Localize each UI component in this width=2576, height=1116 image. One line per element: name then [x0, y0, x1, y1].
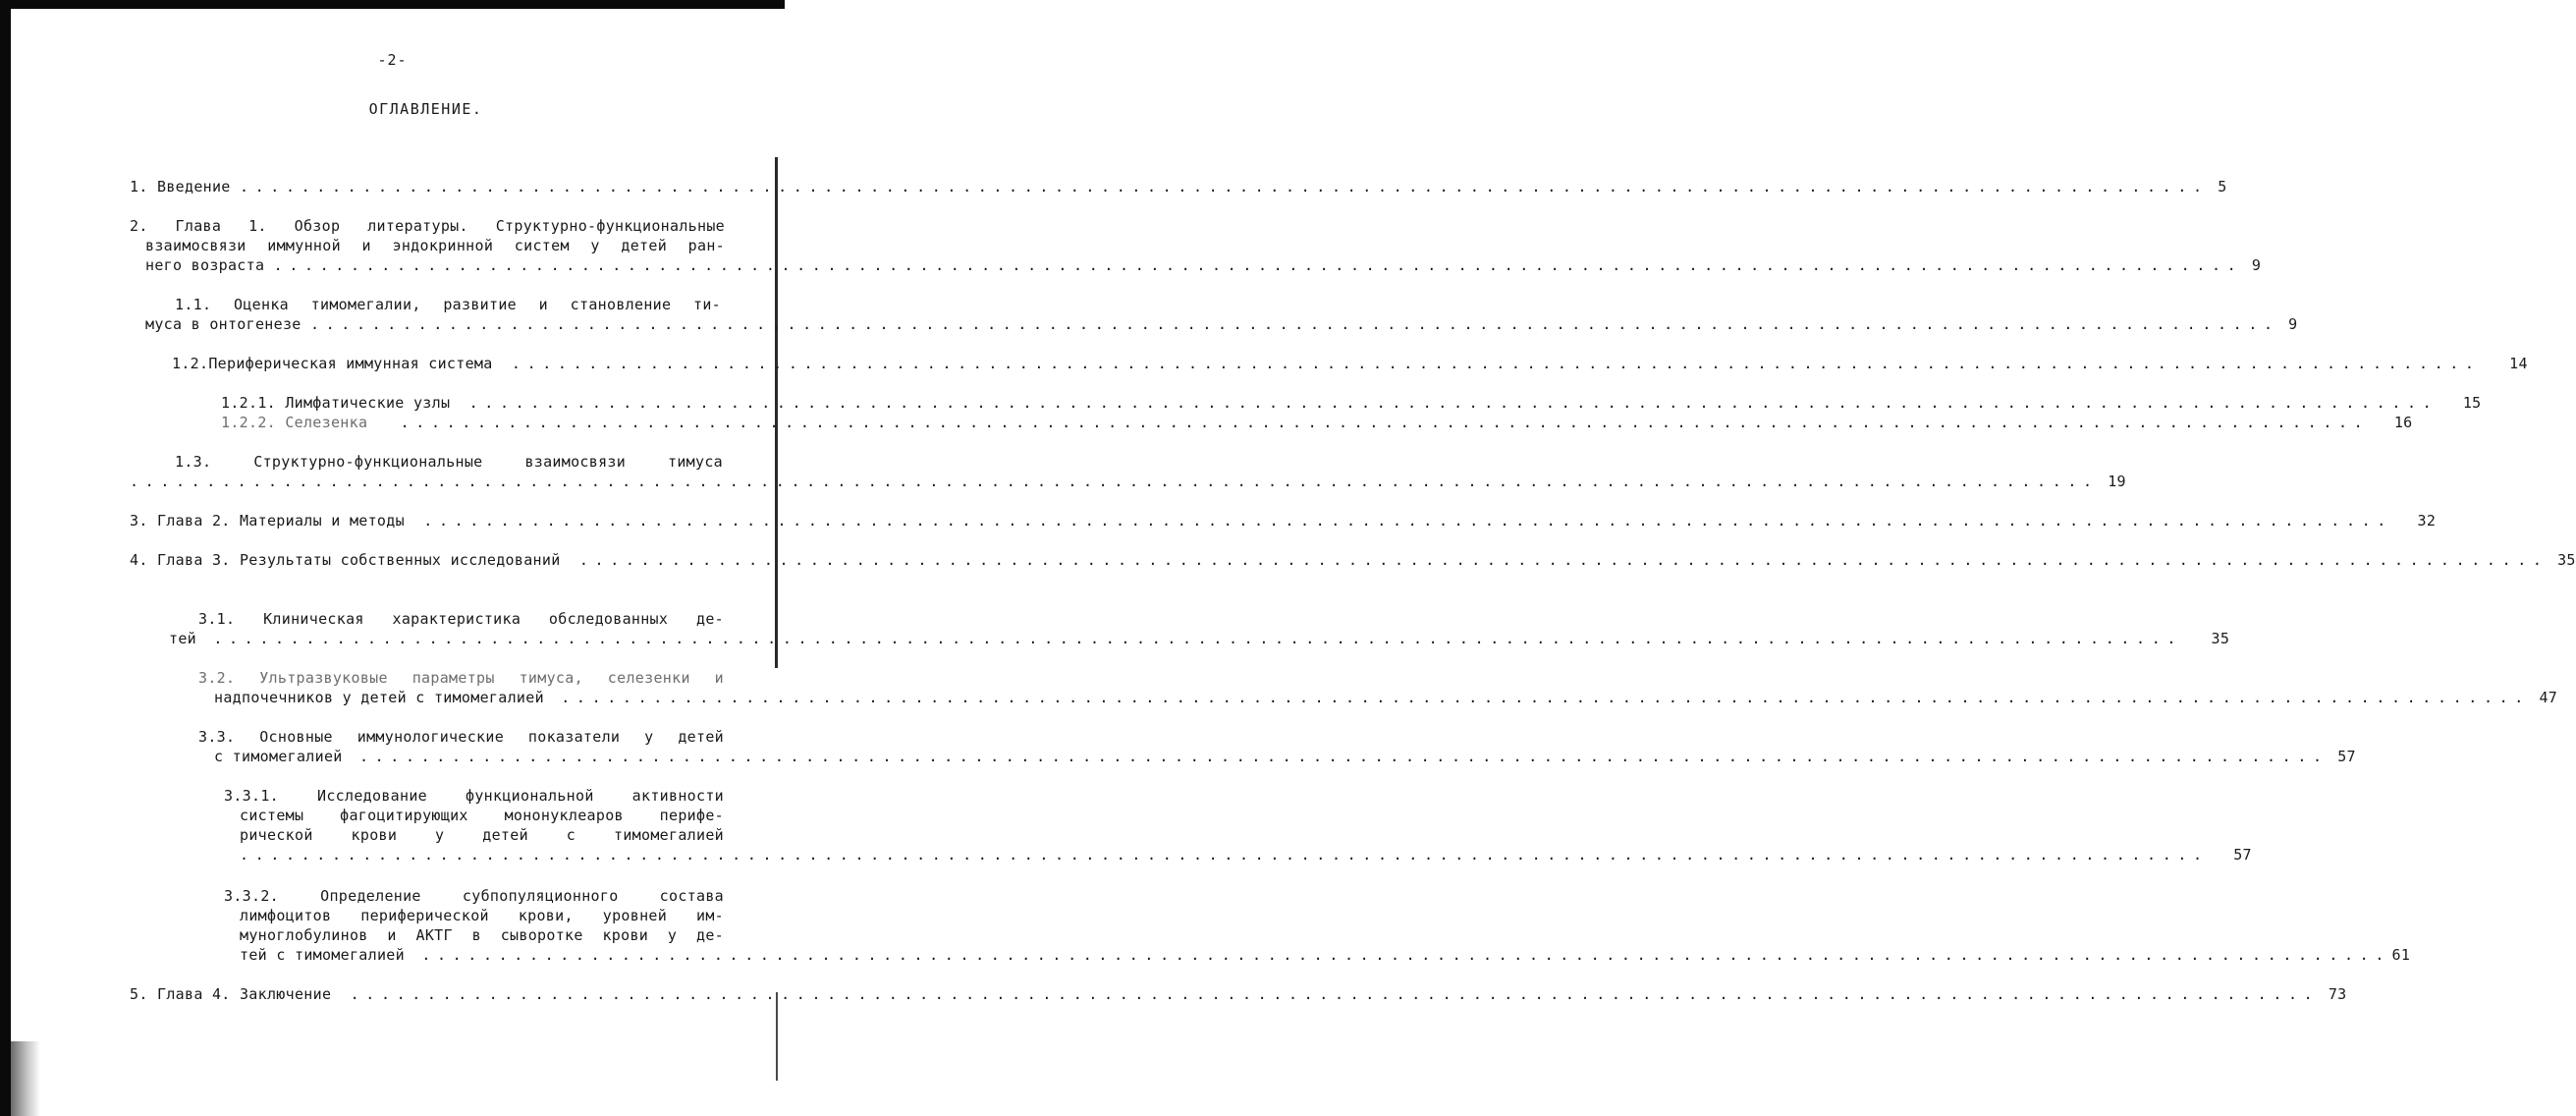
- toc-entry-chapter-4[interactable]: [130, 984, 2347, 1004]
- toc-leader: [274, 256, 2235, 274]
- toc-entry-chapter-1[interactable]: [130, 216, 725, 236]
- toc-entry-section-3-1-cont: [169, 629, 2230, 648]
- scan-corner-shadow: [11, 1041, 40, 1116]
- toc-page-number: 19: [2108, 473, 2126, 490]
- toc-entry-text: тей: [169, 630, 196, 647]
- toc-leader: [460, 394, 2431, 412]
- toc-entry-section-1-1-cont: [145, 314, 2298, 334]
- toc-leader: [310, 315, 2272, 333]
- toc-entry-intro[interactable]: [130, 177, 2227, 196]
- toc-entry-section-3-3[interactable]: [198, 727, 724, 747]
- scan-edge-right: [775, 157, 778, 668]
- toc-entry-section-3-3-2-cont: [240, 906, 2411, 965]
- toc-entry-text: тей с тимомегалией: [240, 946, 405, 964]
- scan-edge-top: [0, 0, 785, 9]
- toc-entry-line: 3.3.1. Исследование функциональной активности: [224, 787, 724, 805]
- toc-leader: [570, 551, 2541, 569]
- toc-entry-section-3-3-2[interactable]: [224, 886, 724, 906]
- toc-entry-section-1-2-1[interactable]: [221, 393, 2482, 413]
- toc-entry-text: 1.2.Периферическая иммунная система: [172, 355, 493, 372]
- toc-entry-line: рической крови у детей с тимомегалией: [240, 826, 724, 844]
- toc-entry-text: 3. Глава 2. Материалы и методы: [130, 512, 405, 530]
- toc-entry-line: 3.2. Ультразвуковые параметры тимуса, селезенки и: [198, 669, 724, 687]
- toc-entry-text: 1.2.1. Лимфатические узлы: [221, 394, 451, 412]
- toc-leader: [341, 985, 2312, 1003]
- page-number: -2-: [377, 51, 408, 69]
- toc-entry-line: 1.1. Оценка тимомегалии, развитие и становление ти-: [175, 296, 721, 313]
- toc-leader: [130, 473, 2091, 490]
- toc-leader: [240, 178, 2201, 195]
- toc-entry-line: 3.3. Основные иммунологические показатели у детей: [198, 728, 724, 746]
- toc-entry-text: 4. Глава 3. Результаты собственных исследований: [130, 551, 561, 569]
- toc-leader: [413, 946, 2383, 964]
- toc-page-number: 5: [2218, 178, 2227, 195]
- toc-page-number: 61: [2391, 946, 2411, 964]
- toc-entry-section-3-1[interactable]: [198, 609, 724, 629]
- toc-entry-text: 1.2.2. Селезенка: [221, 414, 368, 431]
- toc-entry-line: 3.1. Клиническая характеристика обследованных де-: [198, 610, 724, 628]
- toc-page-number: 14: [2509, 355, 2528, 372]
- toc-leader: [553, 689, 2522, 706]
- toc-entry-chapter-3[interactable]: [130, 550, 2576, 570]
- toc-leader: [377, 414, 2362, 431]
- toc-leader: [205, 630, 2174, 647]
- toc-entry-text: надпочечников у детей с тимомегалией: [214, 689, 544, 706]
- toc-page-number: 16: [2393, 414, 2413, 431]
- toc-page-number: 73: [2328, 985, 2347, 1003]
- toc-entry-text: муса в онтогенезе: [145, 315, 301, 333]
- toc-entry-section-3-3-1[interactable]: [224, 786, 724, 806]
- toc-entry-text: 1. Введение: [130, 178, 231, 195]
- toc-entry-section-1-1[interactable]: [175, 295, 721, 314]
- toc-entry-line: взаимосвязи иммунной и эндокринной систем у детей ран-: [145, 237, 725, 254]
- toc-page-number: 35: [2211, 630, 2230, 647]
- toc-entry-section-3-3-cont: [214, 747, 2356, 766]
- toc-entry-line: 3.3.2. Определение субпопуляционного состава: [224, 887, 724, 905]
- toc-page-number: 15: [2462, 394, 2482, 412]
- scan-edge-right-lower: [776, 992, 778, 1081]
- toc-leader: [413, 512, 2384, 530]
- scan-edge-left: [0, 0, 11, 1116]
- toc-entry-line: 1.3. Структурно-функциональные взаимосвязи тимуса: [175, 453, 723, 471]
- toc-entry-chapter-1-cont: [145, 236, 2262, 275]
- toc-entry-line: лимфоцитов периферической крови, уровней им-: [240, 907, 724, 924]
- toc-leader: [352, 748, 2321, 765]
- toc-entry-section-1-2-2[interactable]: [221, 413, 2413, 432]
- toc-page-number: 32: [2417, 512, 2437, 530]
- toc-entry-text: с тимомегалией: [214, 748, 343, 765]
- toc-entry-section-1-3-cont: [130, 472, 2126, 491]
- toc-leader: [240, 846, 2201, 864]
- toc-leader: [502, 355, 2473, 372]
- page-title: ОГЛАВЛЕНИЕ.: [368, 100, 483, 118]
- toc-page-number: 57: [2337, 748, 2356, 765]
- toc-page-number: 9: [2251, 256, 2262, 274]
- toc-entry-section-1-2[interactable]: [172, 354, 2528, 373]
- toc-page-number: 35: [2557, 551, 2576, 569]
- toc-entry-chapter-2[interactable]: [130, 511, 2437, 530]
- toc-page-number: 57: [2233, 846, 2252, 864]
- toc-page-number: 47: [2539, 689, 2558, 706]
- toc-entry-section-3-2-cont: [214, 688, 2558, 707]
- toc-entry-text: 5. Глава 4. Заключение: [130, 985, 332, 1003]
- toc-page-number: 9: [2288, 315, 2298, 333]
- toc-entry-line: системы фагоцитирующих мононуклеаров перифе-: [240, 807, 724, 824]
- toc-entry-section-3-2[interactable]: [198, 668, 724, 688]
- toc-entry-text: него возраста: [145, 256, 265, 274]
- toc-entry-section-1-3[interactable]: [175, 452, 723, 472]
- toc-entry-section-3-3-1-cont: [240, 806, 2252, 865]
- toc-entry-line: 2. Глава 1. Обзор литературы. Структурно-функциональные: [130, 217, 725, 235]
- toc-entry-line: муноглобулинов и АКТГ в сыворотке крови у де-: [240, 926, 724, 944]
